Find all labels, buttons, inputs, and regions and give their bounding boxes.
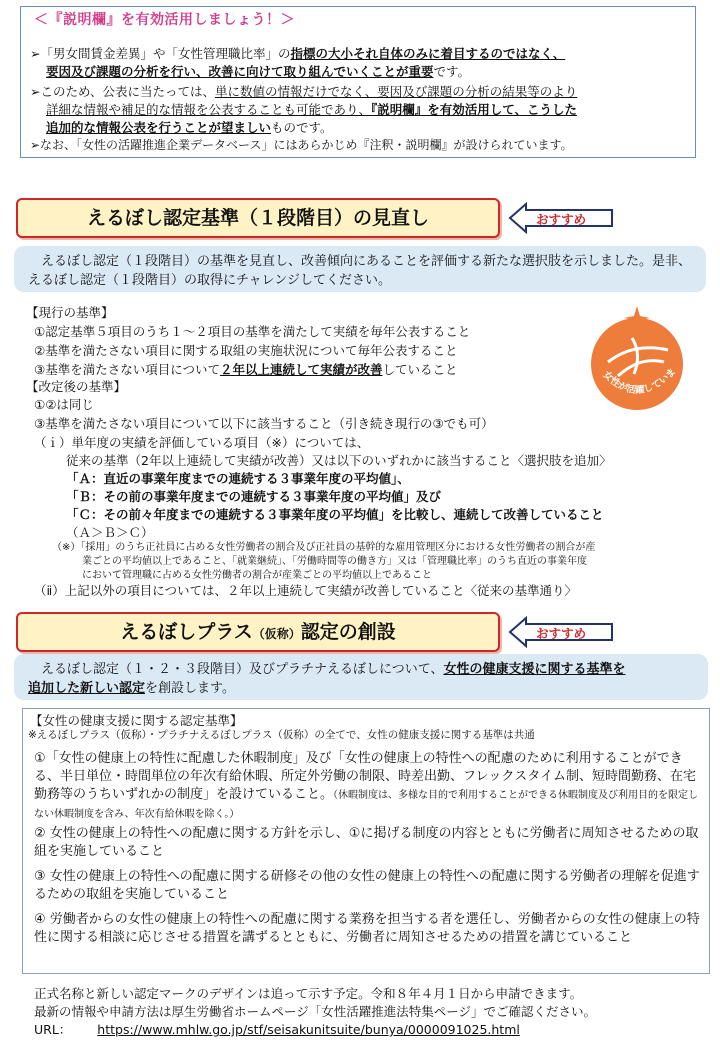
health-criteria-3: ③ 女性の健康上の特性への配慮に関する研修その他の女性の健康上の特性への配慮に関する労働者の理解を促進するための取組を実施していること bbox=[34, 869, 700, 902]
current-criteria-label: 【現行の基準】 bbox=[26, 305, 114, 320]
explanation-p2-line3 bbox=[46, 119, 333, 136]
footer-line-2: 最新の情報や申請方法は厚生労働省ホームページ「女性活躍推進法特集ページ」でご確認ください。 bbox=[34, 1004, 597, 1019]
text: えるぼし認定（１・２・３段階目）及びプラチナえるぼしについて、 bbox=[28, 662, 444, 677]
health-criteria-2: ② 女性の健康上の特性への配慮に関する方針を示し、①に掲げる制度の内容とともに労働者に周知させるための取組を実施していること bbox=[34, 826, 699, 859]
choice-c: 「Ｃ：その前々年度までの連続する３事業年度の平均値」を比較し、連続して改善していること bbox=[66, 507, 604, 522]
current-criteria-3 bbox=[34, 361, 458, 378]
eruboshi-logo bbox=[582, 302, 692, 420]
eruboshi-mark-icon bbox=[582, 302, 692, 420]
text: していること bbox=[382, 362, 458, 377]
text-bold: 追加的な情報公表を行うことが望ましい bbox=[46, 120, 272, 135]
heading-text: えるぼしプラス bbox=[120, 621, 253, 643]
text: です。 bbox=[433, 64, 471, 79]
recommend-label: おすすめ bbox=[536, 626, 587, 641]
choice-a: 「Ａ：直近の事業年度までの連続する３事業年度の平均値」、 bbox=[66, 471, 410, 486]
text-underline: 詳細な情報や補足的な情報を公表することも可能であり、 bbox=[46, 102, 372, 117]
section1-intro: えるぼし認定（１段階目）の基準を見直し、改善傾向にあることを評価する新たな選択肢を示しました。是非、えるぼし認定（１段階目）の取得にチャレンジしてください。 bbox=[14, 246, 706, 292]
text: を創設します。 bbox=[145, 681, 235, 696]
text-bold: 『説明欄』を有効活用して、こうした bbox=[371, 102, 578, 117]
text-bold: ２年以上連続して実績が改善 bbox=[219, 362, 383, 377]
text-bold: 要因及び課題の分析を行い、改善に向けて取り組んでいくことが重要 bbox=[46, 64, 434, 79]
text-bold: 追加した新しい認定 bbox=[28, 681, 146, 696]
recommend-label: おすすめ bbox=[536, 212, 587, 227]
revised-criteria-label: 【改定後の基準】 bbox=[26, 379, 127, 394]
text: ➢「男女間賃金差異」や「女性管理職比率」の bbox=[30, 46, 291, 61]
heading-text: 認定の創設 bbox=[300, 621, 396, 643]
choice-b: 「Ｂ：その前の事業年度までの連続する３事業年度の平均値」及び bbox=[66, 489, 442, 504]
current-criteria-1: ①認定基準５項目のうち１～２項目の基準を満たして実績を毎年公表すること bbox=[34, 324, 471, 339]
revised-criteria-4: 従来の基準（2年以上連続して実績が改善）又は以下のいずれかに該当すること〈選択肢を追加〉 bbox=[66, 453, 612, 468]
url-link[interactable]: https://www.mhlw.go.jp/stf/seisakunitsuite/bunya/0000091025.html bbox=[97, 1022, 520, 1037]
text-bold: 指標の大小それ自体のみに着目するのではなく、 bbox=[290, 46, 566, 61]
health-criteria-1 bbox=[34, 750, 700, 824]
explanation-p2-line2 bbox=[46, 101, 577, 118]
recommend-badge-1 bbox=[508, 202, 614, 234]
section2-intro bbox=[14, 654, 708, 700]
heading-provisional: （仮称） bbox=[252, 627, 301, 641]
text: ①「女性の健康上の特性に配慮した休暇制度」及び「女性の健康上の特性への配慮のために利用することができる、半日単位・時間単位の年次有給休暇、所定外労働の制限、時差出勤、フレックスタイム制、短時間勤務、在宅勤務等のうちいずれかの制度」を設けていること。 bbox=[34, 751, 696, 802]
explanation-p1-line2 bbox=[46, 63, 470, 80]
health-criteria-sub: ※えるぼしプラス（仮称）・プラチナえるぼしプラス（仮称）の全てで、女性の健康支援に関する基準は共通 bbox=[28, 729, 535, 741]
revised-criteria-5: （ⅱ）上記以外の項目については、２年以上連続して実績が改善していること〈従来の基準通り〉 bbox=[34, 583, 577, 598]
health-criteria-label: 【女性の健康支援に関する認定基準】 bbox=[30, 713, 243, 728]
explanation-title: ＜『説明欄』を有効活用しましょう！＞ bbox=[34, 12, 295, 28]
note-line-1: （※）「採用」のうち正社員に占める女性労働者の割合及び正社員の基幹的な雇用管理区分における女性労働者の割合が産 bbox=[52, 542, 596, 553]
logo-text: 女性が活躍していま bbox=[600, 366, 679, 397]
current-criteria-2: ②基準を満たさない項目に関する取組の実施状況について毎年公表すること bbox=[34, 343, 458, 358]
revised-criteria-2: ③基準を満たさない項目について以下に該当すること（引き続き現行の③でも可） bbox=[34, 416, 494, 431]
url-label: URL： bbox=[34, 1022, 72, 1037]
note-line-2: 業ごとの平均値以上であること、「就業継続」、「労働時間等の働き方」又は「管理職比率」のうち直近の事業年度 bbox=[82, 556, 587, 567]
recommend-badge-2 bbox=[508, 616, 614, 648]
text: ものです。 bbox=[271, 120, 333, 135]
section1-heading: えるぼし認定基準（１段階目）の見直し bbox=[16, 198, 500, 238]
explanation-p2-line1 bbox=[30, 83, 577, 100]
health-criteria-4: ④ 労働者からの女性の健康上の特性への配慮に関する業務を担当する者を選任し、労働者からの女性の健康上の特性に関する相談に応じさせる措置を講ずるとともに、労働者に周知させるための措置を講じていること bbox=[34, 912, 700, 945]
footer-line-1: 正式名称と新しい認定マークのデザインは追って示す予定。令和８年４月１日から申請できます。 bbox=[34, 986, 583, 1001]
text: ➢このため、公表に当たっては、 bbox=[30, 84, 215, 99]
text-note: （休暇制度は、多様な目的で利用することができる休暇制度及び利用目的を限定しない休暇制度を含み、年次有給休暇を除く。） bbox=[34, 790, 699, 820]
explanation-p1-line1 bbox=[30, 45, 565, 62]
text-underline: 単に数値の情報だけでなく、要因及び課題の分析の結果等のより bbox=[214, 84, 578, 99]
revised-criteria-1: ①②は同じ bbox=[34, 397, 94, 412]
revised-criteria-3: （ｉ）単年度の実績を評価している項目（※）については、 bbox=[34, 435, 370, 450]
note-line-3: において管理職に占める女性労働者の割合が産業ごとの平均値以上であること bbox=[82, 570, 432, 581]
explanation-p3: ➢なお、「女性の活躍推進企業データベース」にはあらかじめ『注釈・説明欄』が設けられています。 bbox=[30, 138, 573, 152]
footer-url-row bbox=[34, 1021, 520, 1038]
choice-order: （Ａ＞Ｂ＞Ｃ） bbox=[66, 525, 154, 540]
section2-heading bbox=[16, 612, 500, 652]
text-bold: 女性の健康支援に関する基準を bbox=[443, 662, 626, 677]
text: ③基準を満たさない項目について bbox=[34, 362, 220, 377]
